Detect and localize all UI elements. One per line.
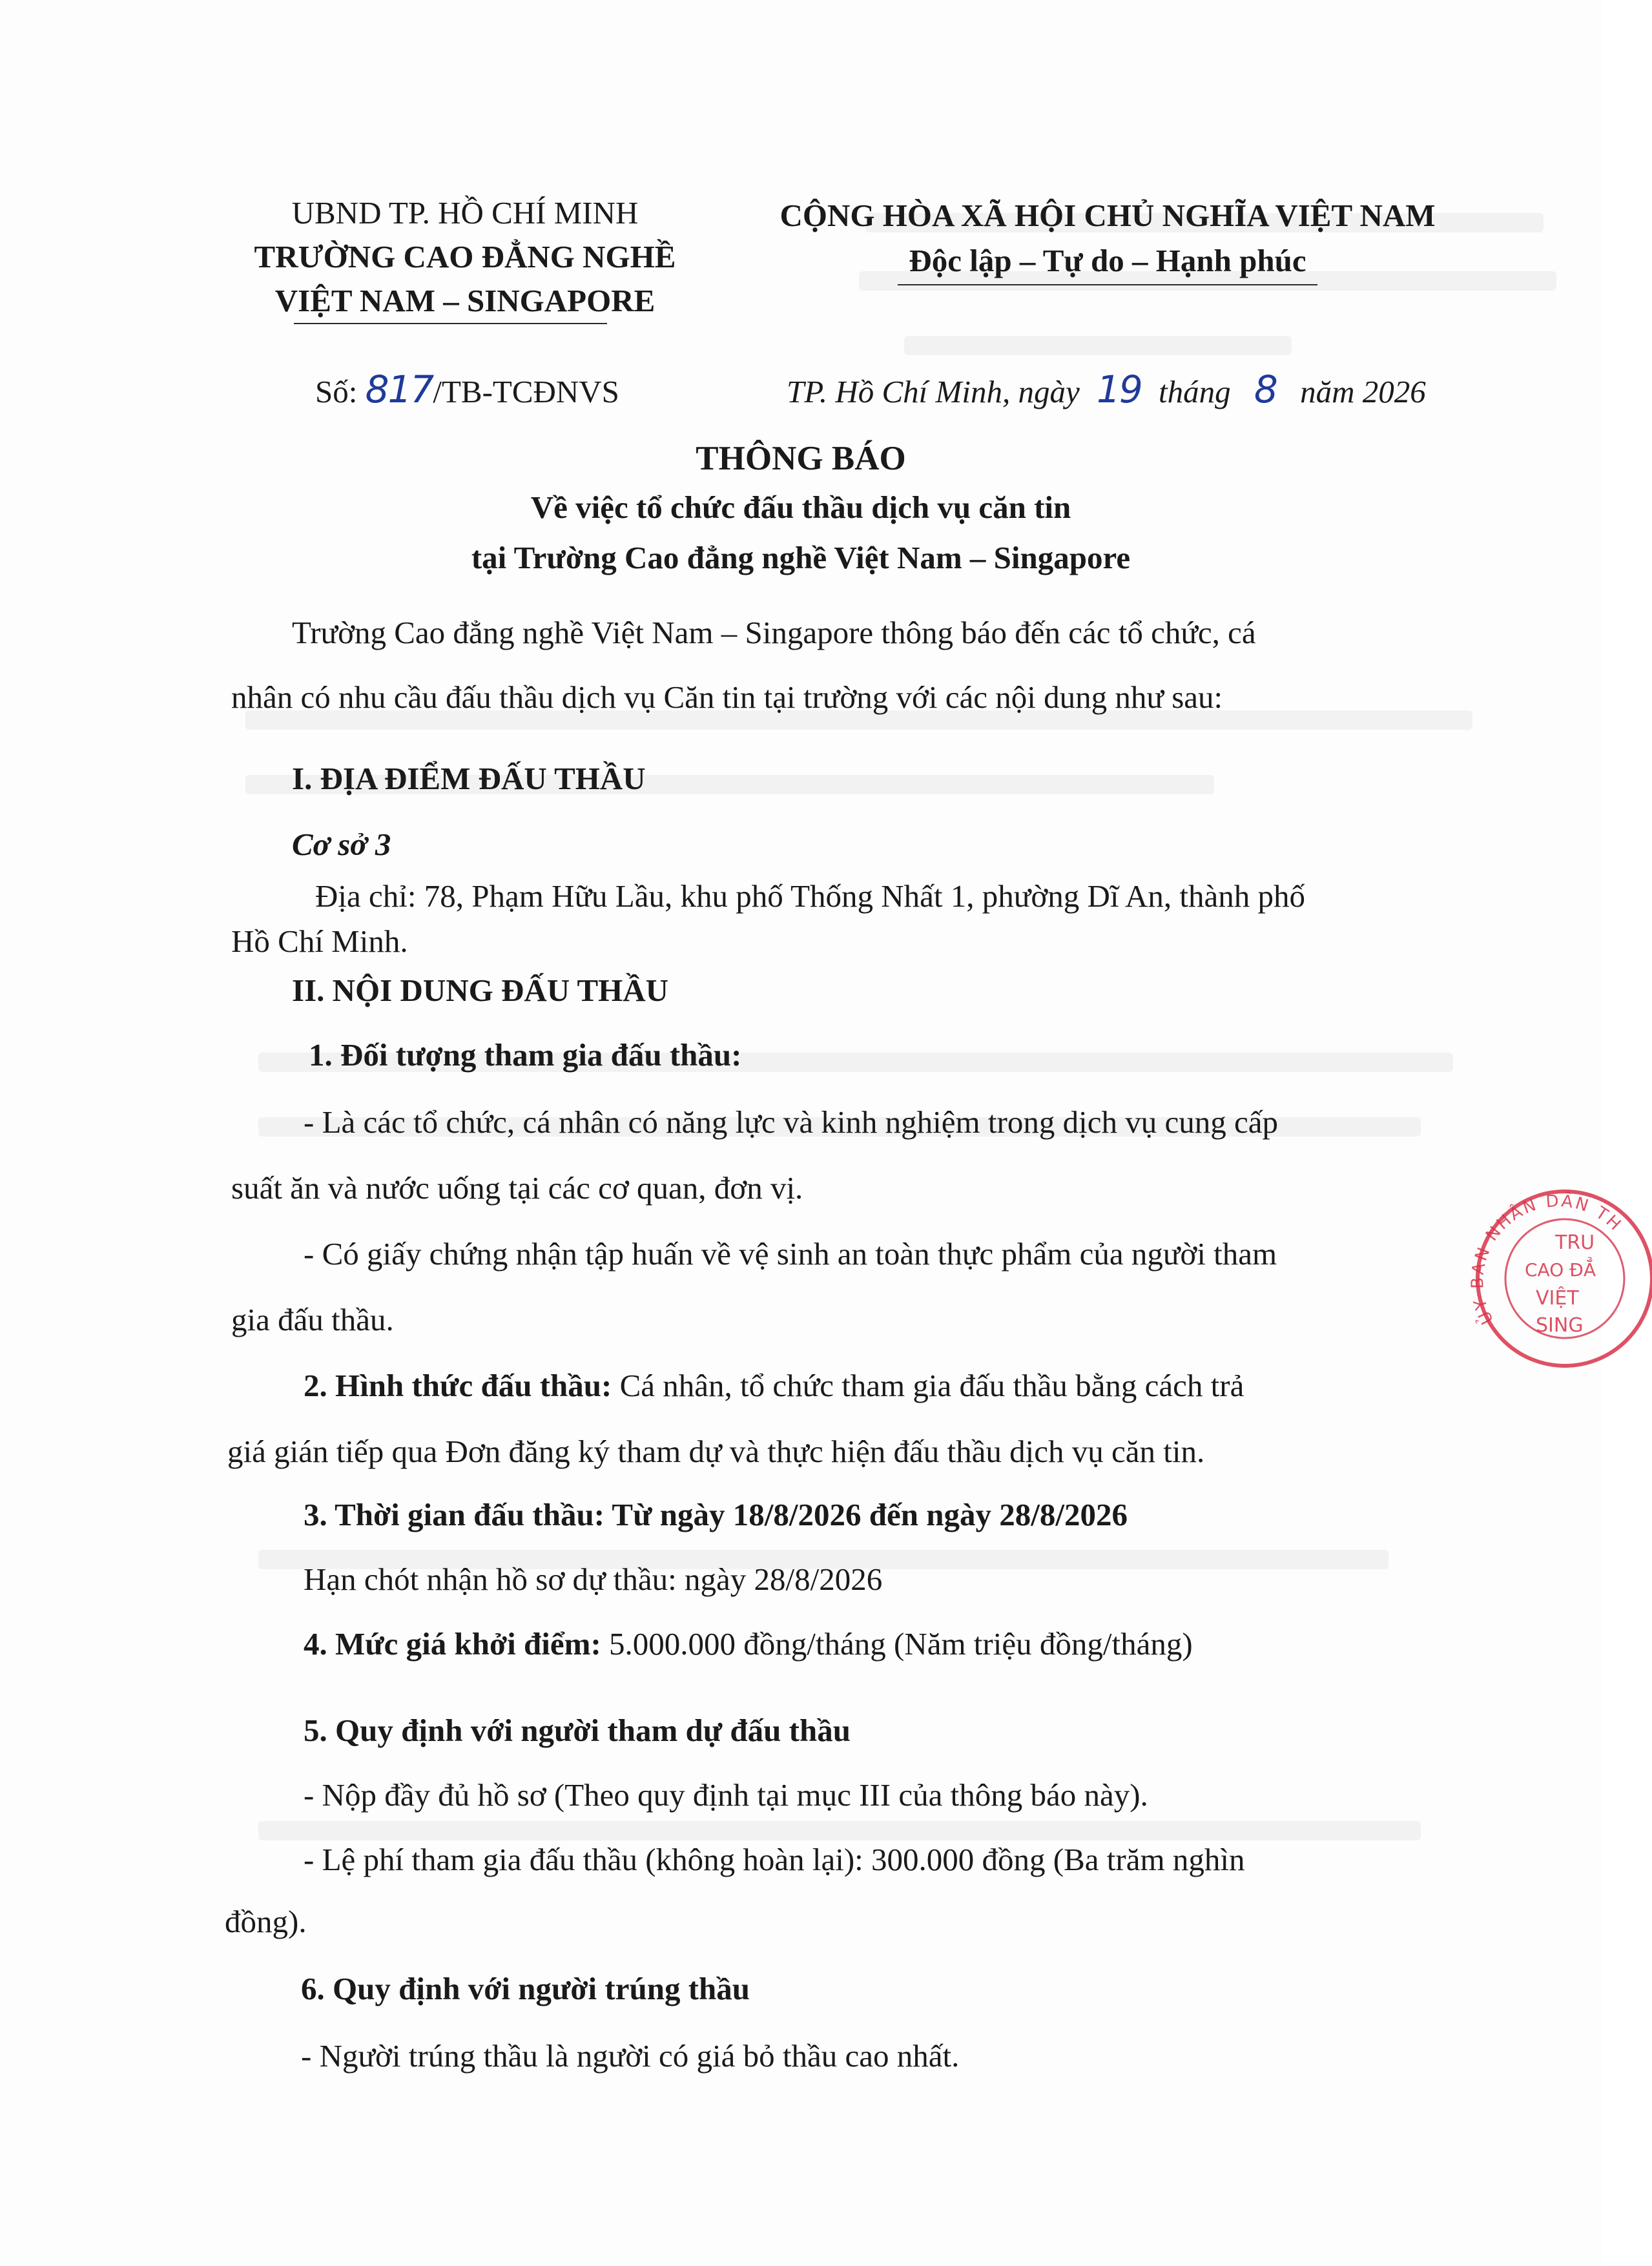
- document-number: Số: 817/TB-TCĐNVS: [315, 367, 619, 411]
- section-1-campus: Cơ sở 3: [292, 827, 391, 862]
- seal-line2: CAO ĐẲ: [1525, 1259, 1596, 1281]
- official-seal-icon: [1458, 1182, 1652, 1375]
- item-5-heading: 5. Quy định với người tham dự đấu thầu: [304, 1713, 851, 1748]
- item-1-line1: - Là các tổ chức, cá nhân có năng lực và kinh nghiệm trong dịch vụ cung cấp: [304, 1104, 1278, 1140]
- item-6-line1: - Người trúng thầu là người có giá bỏ thầu cao nhất.: [301, 2038, 960, 2074]
- item-5-line2: - Lệ phí tham gia đấu thầu (không hoàn lại): 300.000 đồng (Ba trăm nghìn: [304, 1842, 1245, 1877]
- section-1-address-line2: Hồ Chí Minh.: [231, 923, 408, 959]
- section-1-heading: I. ĐỊA ĐIỂM ĐẤU THẦU: [292, 761, 646, 796]
- item-5-line3: đồng).: [225, 1904, 307, 1939]
- agency-name-line1: UBND TP. HỒ CHÍ MINH: [291, 195, 639, 231]
- item-1-line2: suất ăn và nước uống tại các cơ quan, đơn vị.: [231, 1170, 803, 1206]
- motto-underline: [898, 284, 1317, 285]
- item-5-line1: - Nộp đầy đủ hồ sơ (Theo quy định tại mục III của thông báo này).: [304, 1777, 1148, 1813]
- item-4-line: 4. Mức giá khởi điểm: 5.000.000 đồng/tháng (Năm triệu đồng/tháng): [304, 1626, 1193, 1662]
- notice-title: THÔNG BÁO: [696, 440, 906, 477]
- seal-arc-text: ỦY BAN NHÂN DÂN TH: [1468, 1191, 1626, 1328]
- agency-name-line2: TRƯỜNG CAO ĐẲNG NGHỀ: [254, 239, 676, 274]
- item-2-line2: giá gián tiếp qua Đơn đăng ký tham dự và thực hiện đấu thầu dịch vụ căn tin.: [227, 1434, 1205, 1469]
- item-3-heading: 3. Thời gian đấu thầu: Từ ngày 18/8/2026 đến ngày 28/8/2026: [304, 1497, 1128, 1532]
- item-2-line1: 2. Hình thức đấu thầu: Cá nhân, tổ chức tham gia đấu thầu bằng cách trả: [304, 1368, 1244, 1403]
- seal-line1: TRU: [1555, 1231, 1595, 1254]
- handwritten-day: 19: [1096, 367, 1142, 411]
- item-6-heading: 6. Quy định với người trúng thầu: [301, 1971, 750, 2006]
- document-date: TP. Hồ Chí Minh, ngày 19 tháng 8 năm 2026: [787, 367, 1426, 411]
- item-2-heading: 2. Hình thức đấu thầu:: [304, 1368, 612, 1403]
- agency-underline: [294, 323, 607, 324]
- intro-line1: Trường Cao đẳng nghề Việt Nam – Singapore thông báo đến các tổ chức, cá: [292, 615, 1256, 650]
- notice-subject-line2: tại Trường Cao đẳng nghề Việt Nam – Singapore: [471, 540, 1131, 575]
- item-1-line4: gia đấu thầu.: [231, 1302, 394, 1337]
- seal-line4: SING: [1536, 1314, 1584, 1337]
- handwritten-month: 8: [1254, 367, 1277, 411]
- section-2-heading: II. NỘI DUNG ĐẤU THẦU: [292, 973, 669, 1008]
- handwritten-number: 817: [365, 367, 433, 411]
- national-title: CỘNG HÒA XÃ HỘI CHỦ NGHĨA VIỆT NAM: [780, 198, 1436, 233]
- item-4-heading: 4. Mức giá khởi điểm:: [304, 1626, 601, 1662]
- notice-subject-line1: Về việc tổ chức đấu thầu dịch vụ căn tin: [530, 489, 1071, 525]
- item-1-heading: 1. Đối tượng tham gia đấu thầu:: [309, 1037, 742, 1073]
- item-1-line3: - Có giấy chứng nhận tập huấn về vệ sinh an toàn thực phẩm của người tham: [304, 1236, 1277, 1272]
- section-1-address-line1: Địa chỉ: 78, Phạm Hữu Lầu, khu phố Thống Nhất 1, phường Dĩ An, thành phố: [315, 878, 1306, 914]
- national-motto: Độc lập – Tự do – Hạnh phúc: [909, 243, 1306, 278]
- item-3-line1: Hạn chót nhận hồ sơ dự thầu: ngày 28/8/2026: [304, 1561, 883, 1597]
- seal-line3: VIỆT: [1536, 1287, 1579, 1310]
- intro-line2: nhân có nhu cầu đấu thầu dịch vụ Căn tin tại trường với các nội dung như sau:: [231, 679, 1223, 715]
- agency-name-line3: VIỆT NAM – SINGAPORE: [274, 283, 656, 318]
